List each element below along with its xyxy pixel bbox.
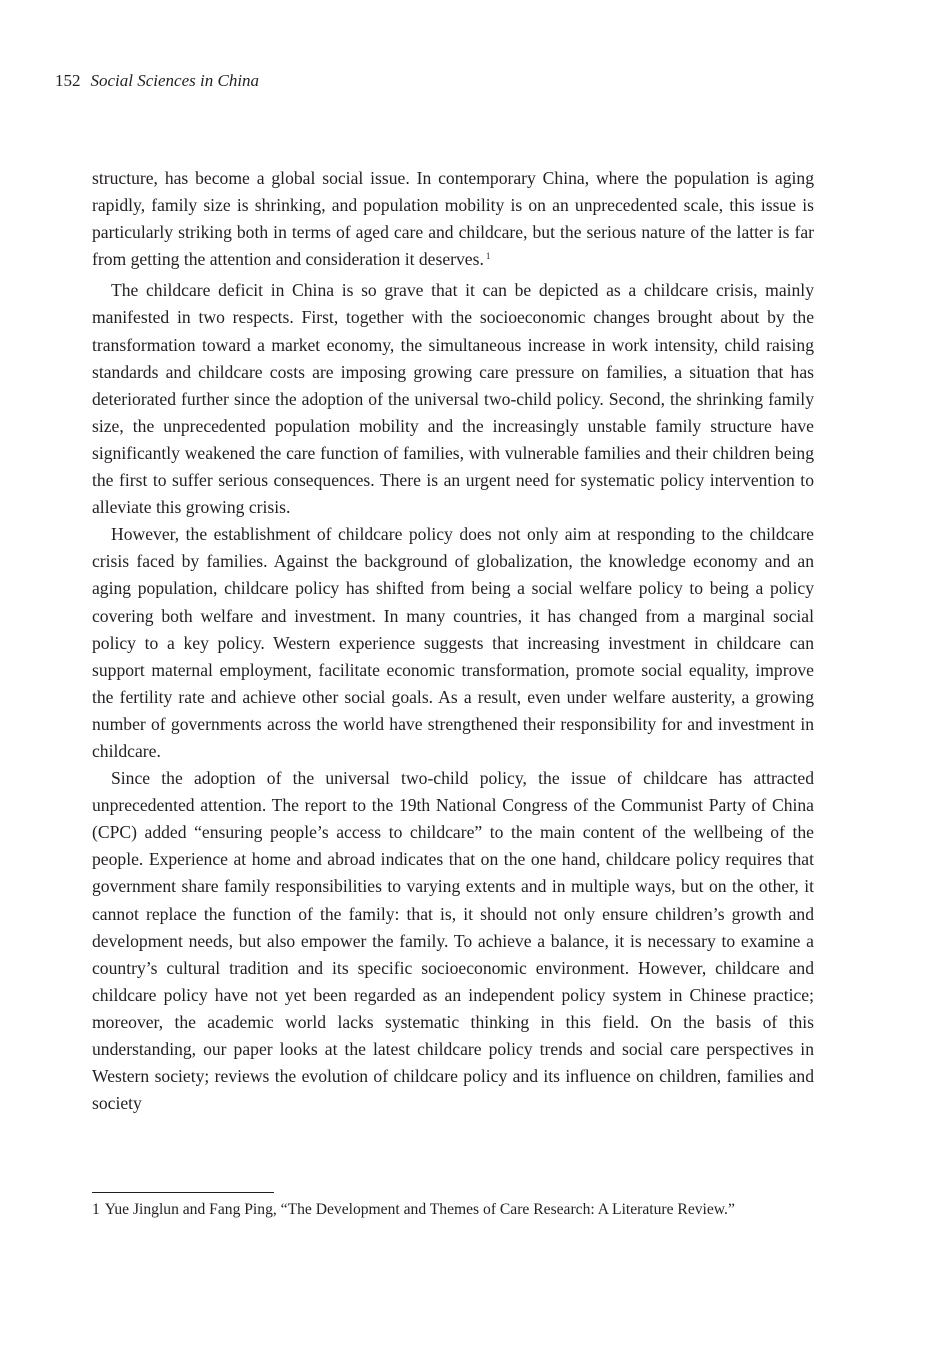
running-head	[55, 70, 259, 92]
journal-title: Social Sciences in China	[90, 71, 260, 90]
footnote-number: 1	[92, 1201, 100, 1218]
page-number: 152	[55, 71, 81, 90]
paragraph-2: The childcare deficit in China is so grave that it can be depicted as a childcare crisis, mainly manifested in two respects. First, together with the socioeconomic changes brought about by the transformation toward a market economy, the simultaneous increase in work intensity, child raising standards and childcare costs are imposing growing care pressure on families, a situation that has deteriorated further since the adoption of the universal two-child policy. Second, the shrinking family size, the unprecedented population mobility and the increasingly unstable family structure have significantly weakened the care function of families, with vulnerable families and their children being the first to suffer serious consequences. There is an urgent need for systematic policy intervention to alleviate this growing crisis.	[92, 280, 814, 518]
footnote-marker: 1	[485, 251, 491, 262]
footnote	[92, 1199, 832, 1221]
paragraph-4: Since the adoption of the universal two-child policy, the issue of childcare has attracted unprecedented attention. The report to the 19th National Congress of the Communist Party of China (CPC) added “ensuring people’s access to childcare” to the main content of the wellbeing of the people. Experience at home and abroad indicates that on the one hand, childcare policy requires that government share family responsibilities to varying extents and in multiple ways, but on the other, it cannot replace the function of the family: that is, it should not only ensure children’s growth and development needs, but also empower the family. To achieve a balance, it is necessary to examine a country’s cultural tradition and its specific socioeconomic environment. However, childcare and childcare policy have not yet been regarded as an independent policy system in Chinese practice; moreover, the academic world lacks systematic thinking in this field. On the basis of this understanding, our paper looks at the latest childcare policy trends and social care perspectives in Western society; reviews the evolution of childcare policy and its influence on children, families and society	[92, 768, 814, 1114]
footnote-separator	[92, 1192, 274, 1193]
footnote-text: Yue Jinglun and Fang Ping, “The Development and Themes of Care Research: A Literature Review.”	[104, 1201, 735, 1218]
paragraph-1-text: structure, has become a global social issue. In contemporary China, where the population is aging rapidly, family size is shrinking, and population mobility is on an unprecedented scale, this issue is particularly striking both in terms of aged care and childcare, but the serious nature of the latter is far from getting the attention and consideration it deserves.	[92, 168, 814, 270]
paragraph-3: However, the establishment of childcare policy does not only aim at responding to the childcare crisis faced by families. Against the background of globalization, the knowledge economy and an aging population, childcare policy has shifted from being a social welfare policy to being a policy covering both welfare and investment. In many countries, it has changed from a marginal social policy to a key policy. Western experience suggests that increasing investment in childcare can support maternal employment, facilitate economic transformation, promote social equality, improve the fertility rate and achieve other social goals. As a result, even under welfare austerity, a growing number of governments across the world have strengthened their responsibility for and investment in childcare.	[92, 524, 814, 761]
body-text	[92, 165, 814, 1117]
paragraph-1	[92, 165, 814, 273]
